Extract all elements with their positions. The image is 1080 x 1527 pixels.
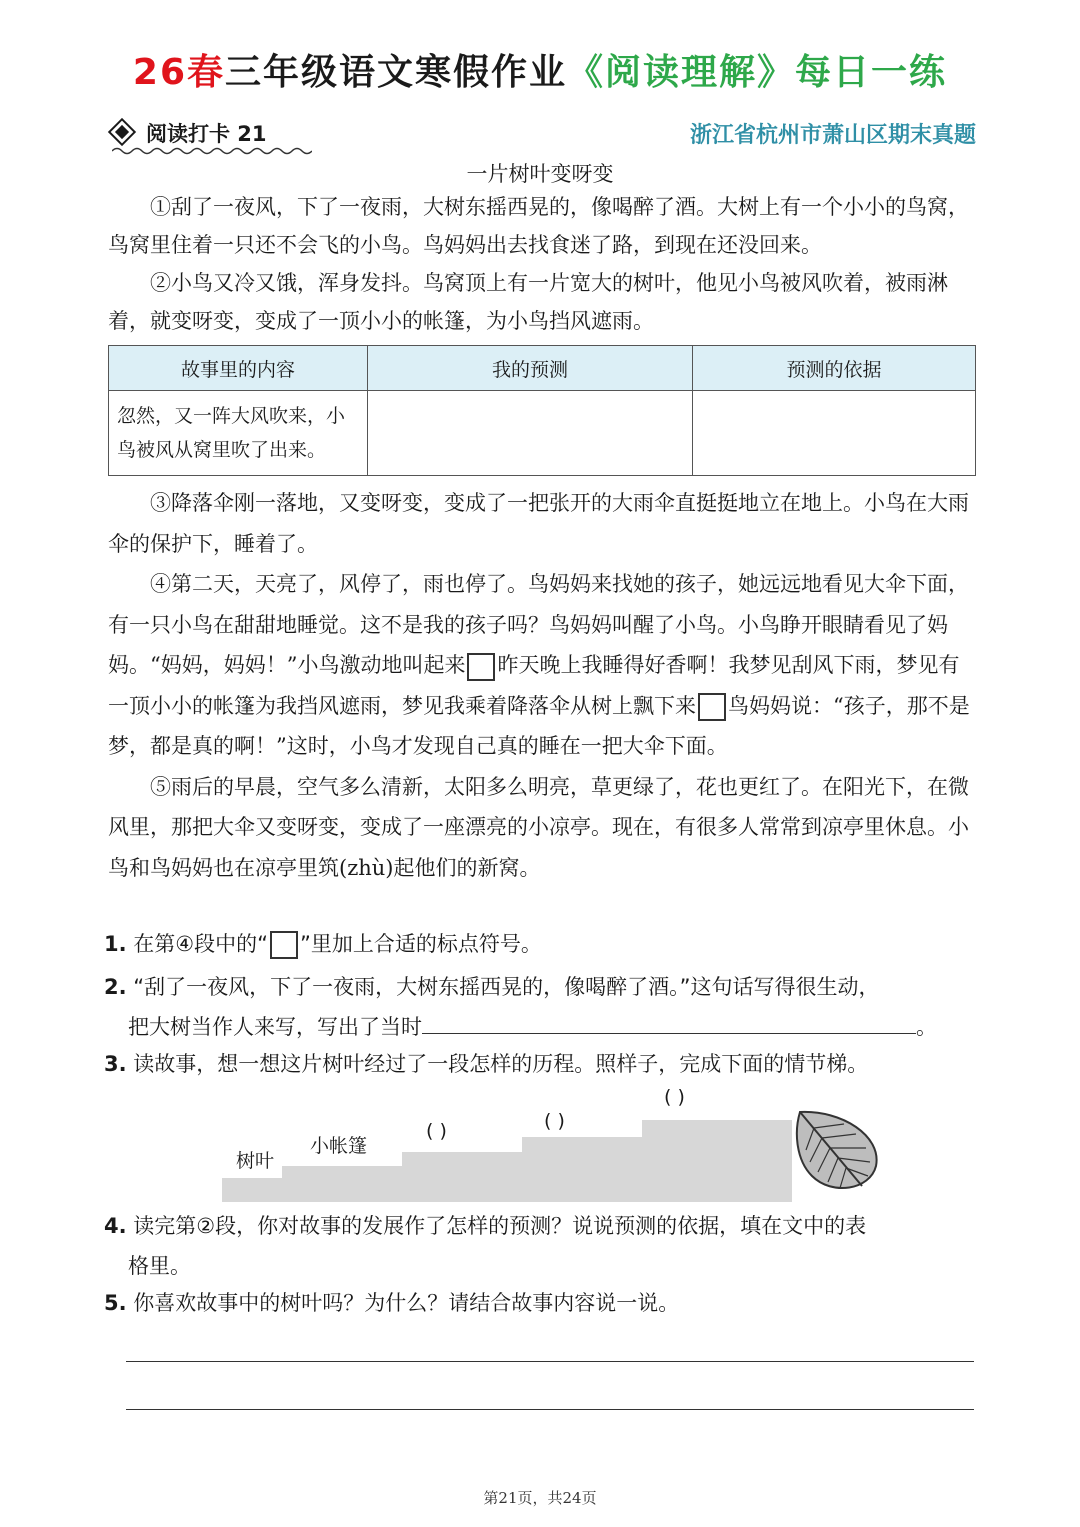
banner-green-text: 《阅读理解》每日一练 [567, 52, 948, 93]
question-2 [104, 967, 984, 1047]
prediction-table [108, 345, 976, 476]
paragraph-4-part-b: 昨天晚上我睡得好香啊！我梦见刮风下雨，梦见有一顶小小的帐篷为我挡风遮雨，梦见我乘着降落伞从树上飘下来 [108, 653, 960, 718]
banner-title [0, 44, 1080, 95]
q3-text: 读故事，想一想这片树叶经过了一段怎样的历程。照样子，完成下面的情节梯。 [133, 1052, 869, 1076]
diamond-icon [108, 118, 136, 146]
card-label-text: 阅读打卡 21 [146, 122, 267, 146]
q1-text-a: 在第④段中的“ [133, 932, 268, 956]
ladder-step-1: 树叶 [236, 1150, 275, 1172]
q1-text-b: ”里加上合适的标点符号。 [300, 932, 542, 956]
story-paragraphs-bottom [108, 483, 978, 888]
q1-box-icon [270, 931, 298, 959]
reading-card-label [112, 118, 267, 148]
table-cell-prediction[interactable] [368, 391, 693, 476]
q5-text: 你喜欢故事中的树叶吗？为什么？请结合故事内容说一说。 [133, 1291, 680, 1315]
punctuation-box-1[interactable] [467, 653, 495, 681]
table-header-content: 故事里的内容 [109, 346, 368, 391]
paragraph-2: ②小鸟又冷又饿，浑身发抖。鸟窝顶上有一片宽大的树叶，他见小鸟被风吹着，被雨淋着，就变呀变，变成了一顶小小的帐篷，为小鸟挡风遮雨。 [108, 271, 948, 333]
q2-text-a: “刮了一夜风，下了一夜雨，大树东摇西晃的，像喝醉了酒。”这句话写得很生动， [133, 975, 880, 999]
q5-number: 5. [104, 1291, 127, 1315]
plot-ladder [222, 1086, 792, 1202]
q2-number: 2. [104, 975, 127, 999]
answer-line-2[interactable] [126, 1409, 974, 1410]
question-3 [104, 1044, 984, 1084]
q2-text-end: 。 [916, 1015, 937, 1039]
punctuation-box-2[interactable] [698, 693, 726, 721]
q4-number: 4. [104, 1214, 127, 1238]
paragraph-4 [108, 564, 978, 767]
q4-text-a: 读完第②段，你对故事的发展作了怎样的预测？说说预测的依据，填在文中的表 [133, 1214, 867, 1238]
page-number-footer: 第21页，共24页 [483, 1489, 597, 1507]
ladder-steps [222, 1090, 792, 1202]
table-header-prediction: 我的预测 [368, 346, 693, 391]
q3-number: 3. [104, 1052, 127, 1076]
paragraph-4-part-a: ④第二天，天亮了，风停了，雨也停了。鸟妈妈来找她的孩子，她远远地看见大伞下面，有一只小鸟在甜甜地睡觉。这不是我的孩子吗？鸟妈妈叫醒了小鸟。小鸟睁开眼睛看见了妈妈。“妈妈，妈妈！”小鸟激动地叫起来 [108, 572, 969, 677]
q2-answer-line[interactable] [422, 1009, 916, 1034]
source-label: 浙江省杭州市萧山区期末真题 [689, 123, 976, 148]
paragraph-1: ①刮了一夜风，下了一夜雨，大树东摇西晃的，像喝醉了酒。大树上有一个小小的鸟窝，鸟窝里住着一只还不会飞的小鸟。鸟妈妈出去找食迷了路，到现在还没回来。 [108, 195, 969, 257]
question-1 [104, 924, 984, 964]
banner-black-text: 三年级语文寒假作业 [225, 52, 568, 93]
answer-line-1[interactable] [126, 1361, 974, 1362]
story-title: 一片树叶变呀变 [466, 162, 614, 186]
ladder-step-3[interactable]: ( ) [426, 1120, 447, 1142]
q4-continuation: 格里。 [128, 1254, 191, 1278]
question-4 [104, 1206, 984, 1286]
paragraph-5: ⑤雨后的早晨，空气多么清新，太阳多么明亮，草更绿了，花也更红了。在阳光下，在微风里，那把大伞又变呀变，变成了一座漂亮的小凉亭。现在，有很多人常常到凉亭里休息。小鸟和鸟妈妈也在凉亭里筑(zhù)起他们的新窝。 [108, 774, 969, 880]
paragraph-3: ③降落伞刚一落地，又变呀变，变成了一把张开的大雨伞直挺挺地立在地上。小鸟在大雨伞的保护下，睡着了。 [108, 491, 969, 556]
q2-text-b: 把大树当作人来写，写出了当时 [128, 1015, 422, 1039]
table-header-basis: 预测的依据 [693, 346, 976, 391]
ladder-step-2: 小帐篷 [310, 1135, 368, 1157]
ladder-step-4[interactable]: ( ) [544, 1110, 565, 1132]
q1-number: 1. [104, 932, 127, 956]
paragraph-4-part-c: 鸟妈妈说：“孩子，那不是梦，都是真的啊！”这时，小鸟才发现自己真的睡在一把大伞下面。 [108, 693, 970, 758]
banner-red-text: 26春 [132, 52, 226, 93]
wavy-underline [112, 146, 312, 156]
story-paragraphs-top [108, 188, 978, 340]
table-cell-content: 忽然，又一阵大风吹来，小鸟被风从窝里吹了出来。 [109, 391, 368, 476]
q2-continuation [104, 1007, 984, 1047]
table-cell-basis[interactable] [693, 391, 976, 476]
question-5 [104, 1283, 984, 1323]
ladder-step-5[interactable]: ( ) [664, 1086, 685, 1108]
leaf-icon [792, 1106, 884, 1196]
